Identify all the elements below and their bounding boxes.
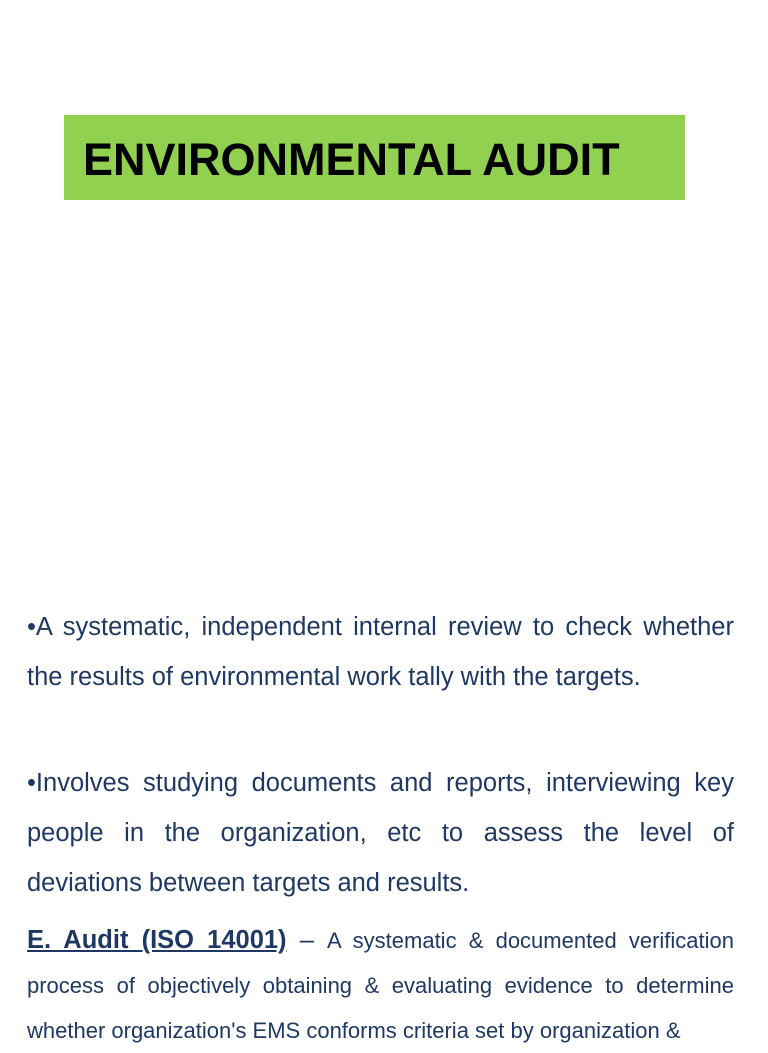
paragraph-process: •Involves studying documents and reports, interviewing key people in the organization, etc to assess the level of deviations between targets and results. xyxy=(27,769,734,897)
title-banner xyxy=(64,115,685,200)
definition-dash: – xyxy=(286,926,328,954)
iso-definition-text: A systematic & documented verification process of objectively obtaining & evaluating evidence to determine whether organization's EMS conforms criteria set by organization & xyxy=(27,928,735,1043)
paragraph-definition: •A systematic, independent internal review to check whether the results of environmental work tally with the targets. xyxy=(27,613,734,691)
iso-term: E. Audit (ISO 14001) xyxy=(27,926,287,954)
page-title: ENVIRONMENTAL AUDIT xyxy=(83,134,620,185)
iso-definition xyxy=(27,918,734,1053)
